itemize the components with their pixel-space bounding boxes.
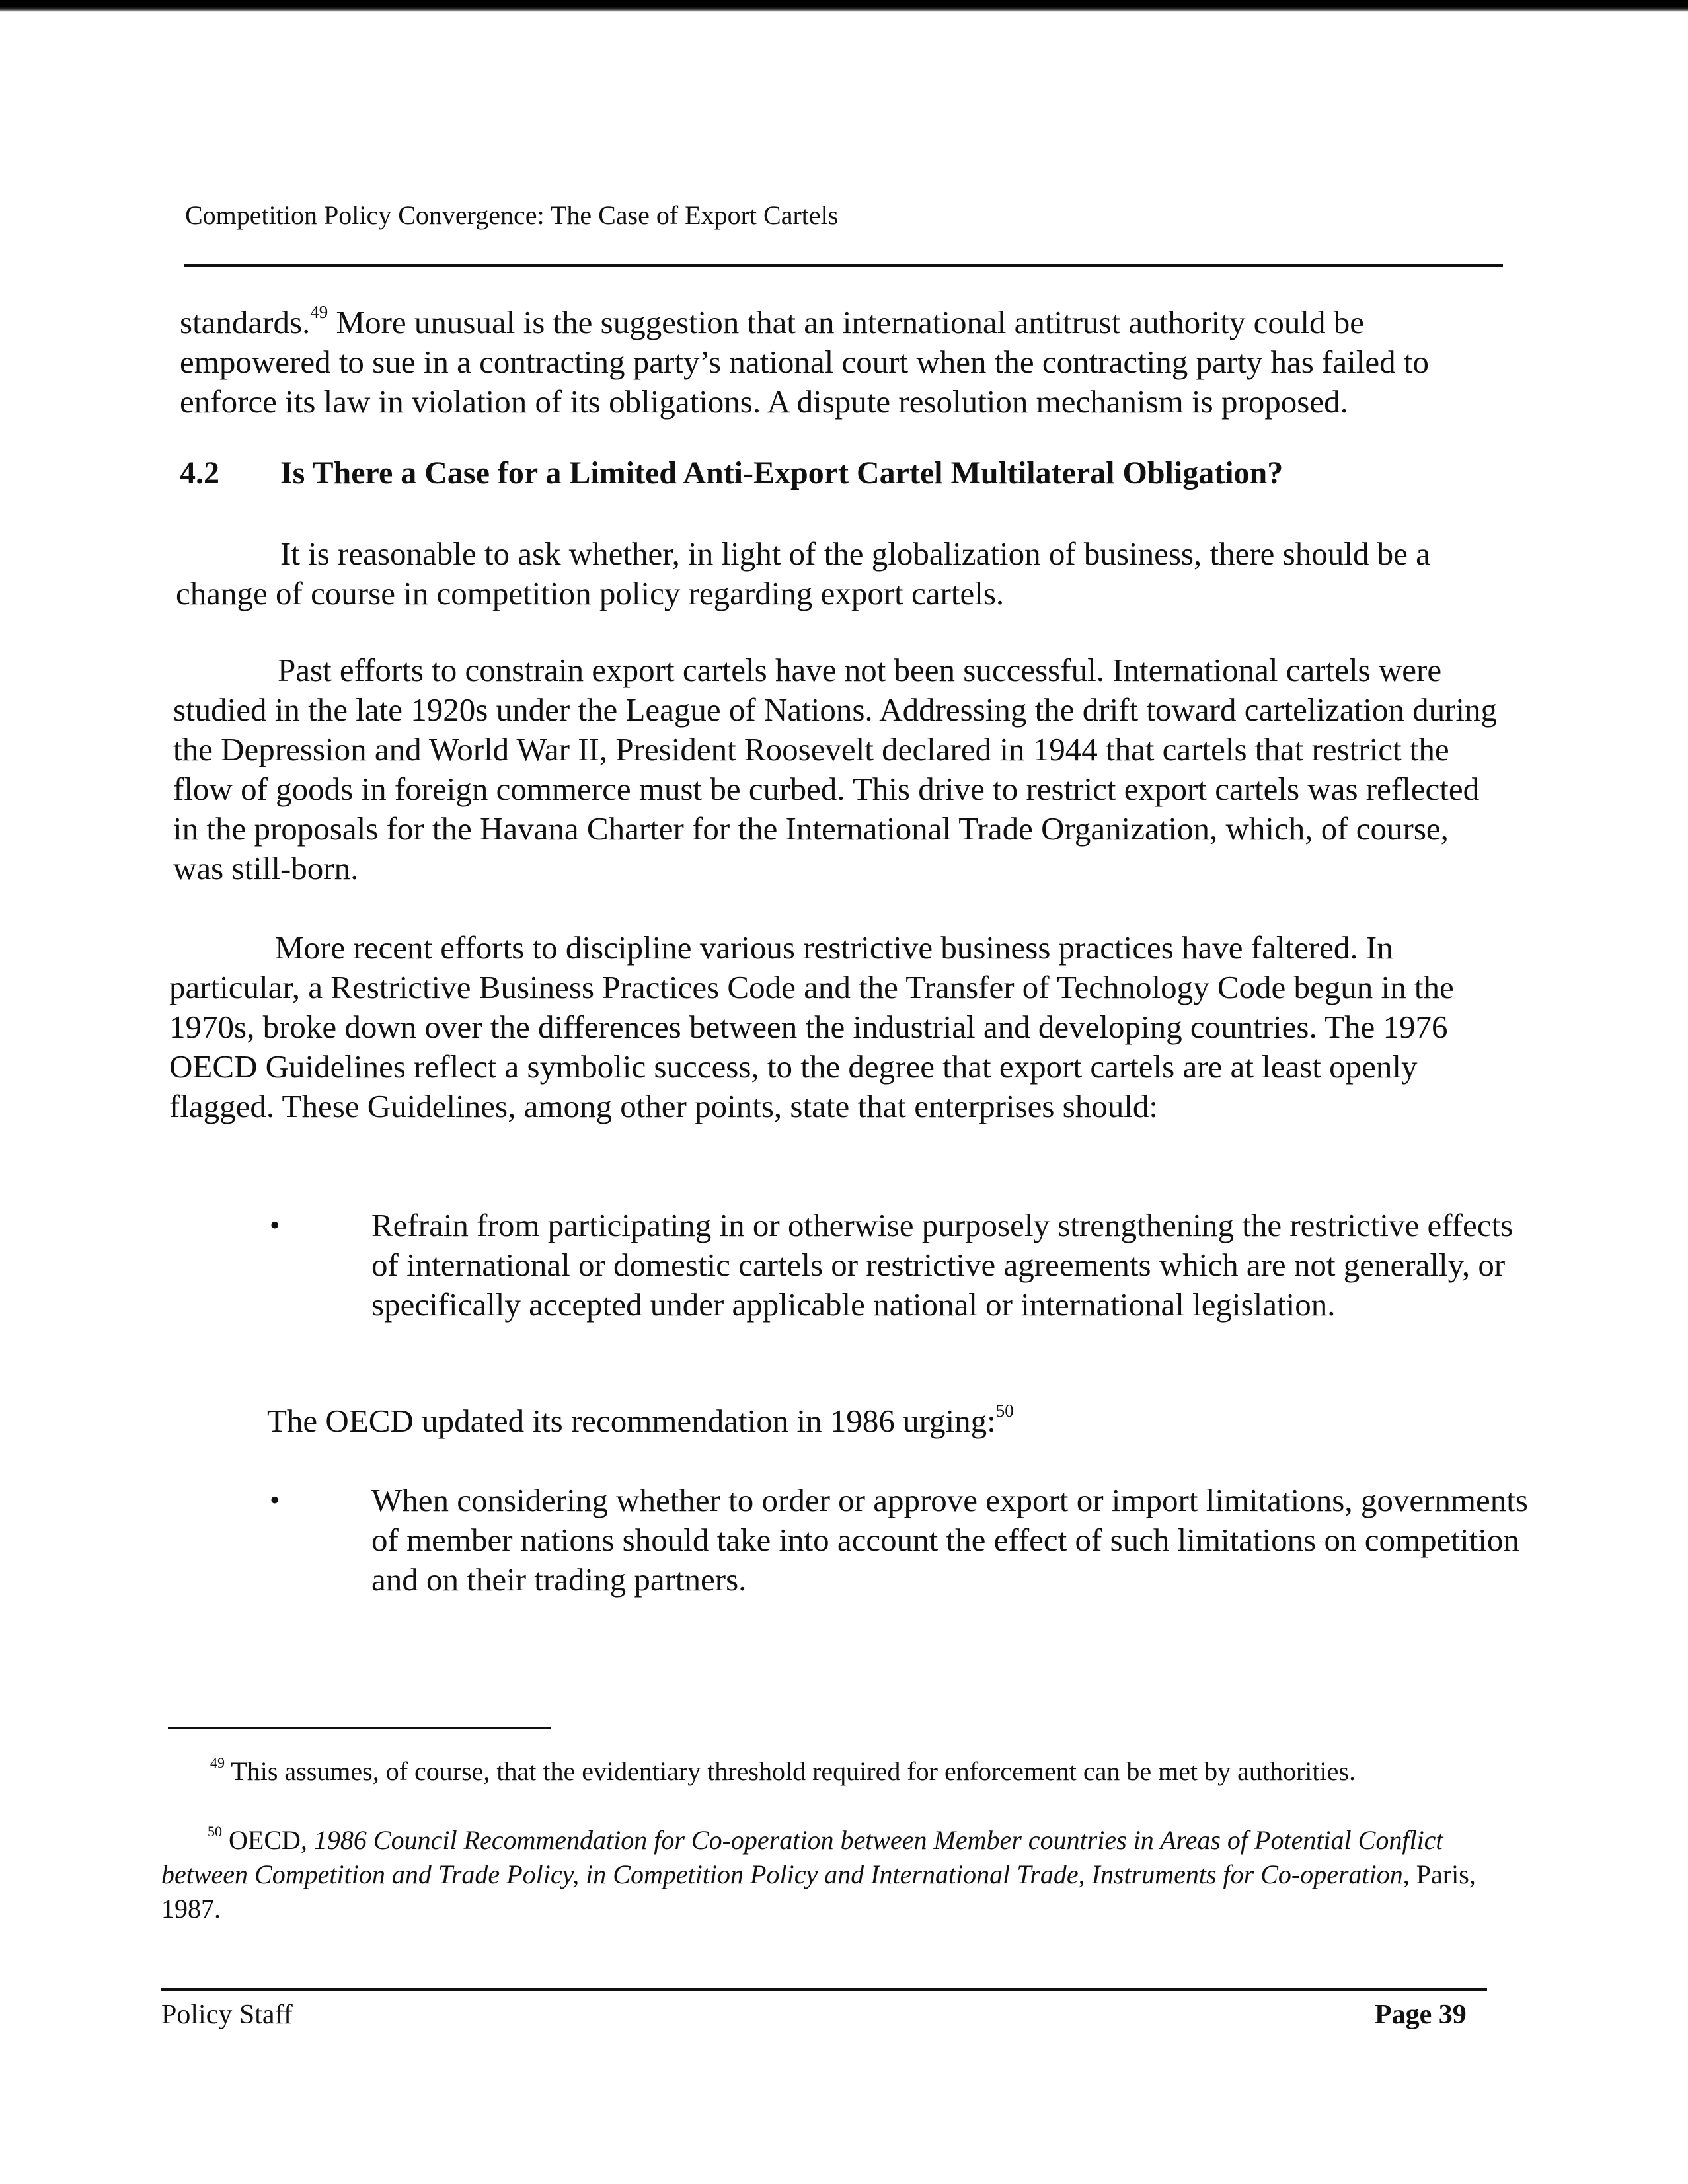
bullet-icon: •: [270, 1209, 280, 1241]
footnote-text: This assumes, of course, that the evidentiary threshold required for enforcement can be met by authorities.: [225, 1756, 1356, 1786]
footnote-tail: , Paris, 1987.: [161, 1859, 1476, 1924]
bullet-text: When considering whether to order or approve export or import limitations, governments of member nations should take into account the effect of such limitations on competition and on their trading partners.: [371, 1482, 1528, 1598]
bullet-text: Refrain from participating in or otherwise purposely strengthening the restrictive effects of international or domestic cartels or restrictive agreements which are not generally, or specifically accepted under applicable national or international legislation.: [371, 1207, 1514, 1323]
footnote-number: 49: [210, 1754, 225, 1772]
bullet-item-guidelines: [270, 1206, 1565, 1371]
continued-lead: standards.: [180, 304, 311, 340]
oecd-update-text: The OECD updated its recommendation in 1986 urging:: [267, 1403, 996, 1439]
footnote-number: 50: [208, 1823, 222, 1840]
footnote-50: [161, 1823, 1486, 1926]
paragraph-past-efforts: Past efforts to constrain export cartels have not been successful. International cartels were studied in the late 1920s under the League of Nations. Addressing the drift toward cartelization during the Depression and World War II, President Roosevelt declared in 1944 that cartels that restrict the flow of goods in foreign commerce must be curbed. This drive to restrict export cartels was reflected in the proposals for the Havana Charter for the International Trade Organization, which, of course, was still-born.: [173, 652, 1498, 886]
paragraph-globalization: It is reasonable to ask whether, in light of the globalization of business, there should be a change of course in competition policy regarding export cartels.: [176, 535, 1430, 611]
paragraph-recent-efforts: More recent efforts to discipline various restrictive business practices have faltered. In particular, a Restrictive Business Practices Code and the Transfer of Technology Code begun in the 1970s, broke down over the differences between the industrial and developing countries. The 1976 OECD Guidelines reflect a symbolic success, to the degree that export cartels are at least openly flagged. These Guidelines, among other points, state that enterprises should:: [169, 929, 1454, 1124]
footnote-title: 1986 Council Recommendation for Co-operation between Member countries in Areas of Potential Conflict between Competition and Trade Policy, in Competition Policy and International Trade, Instruments for Co-operation: [161, 1825, 1443, 1889]
footnote-author: OECD,: [222, 1825, 314, 1855]
continued-text: More unusual is the suggestion that an international antitrust authority could be empowered to sue in a contracting party’s national court when the contracting party has failed to enforce its law in violation of its obligations. A dispute resolution mechanism is proposed.: [180, 304, 1429, 420]
footnote-ref-50[interactable]: 50: [995, 1401, 1014, 1421]
footnote-separator: [168, 1727, 551, 1729]
footer-organization: Policy Staff: [161, 2000, 293, 2030]
header-rule: [184, 264, 1503, 267]
paragraph-oecd-update: [267, 1401, 1457, 1441]
scan-edge: [0, 0, 1688, 12]
bullet-icon: •: [270, 1484, 280, 1516]
running-header: Competition Policy Convergence: The Case of Export Cartels: [185, 200, 839, 230]
footnote-49: [210, 1754, 1519, 1789]
footnote-ref-49[interactable]: 49: [310, 302, 328, 323]
continued-paragraph: [180, 303, 1502, 422]
section-number: 4.2: [180, 455, 219, 490]
section-heading: [180, 453, 1283, 493]
page-number: Page 39: [1375, 2000, 1467, 2030]
section-title: Is There a Case for a Limited Anti-Export Cartel Multilateral Obligation?: [280, 455, 1284, 490]
footer-rule: [161, 1988, 1487, 1991]
bullet-item-recommendation: [270, 1481, 1565, 1606]
